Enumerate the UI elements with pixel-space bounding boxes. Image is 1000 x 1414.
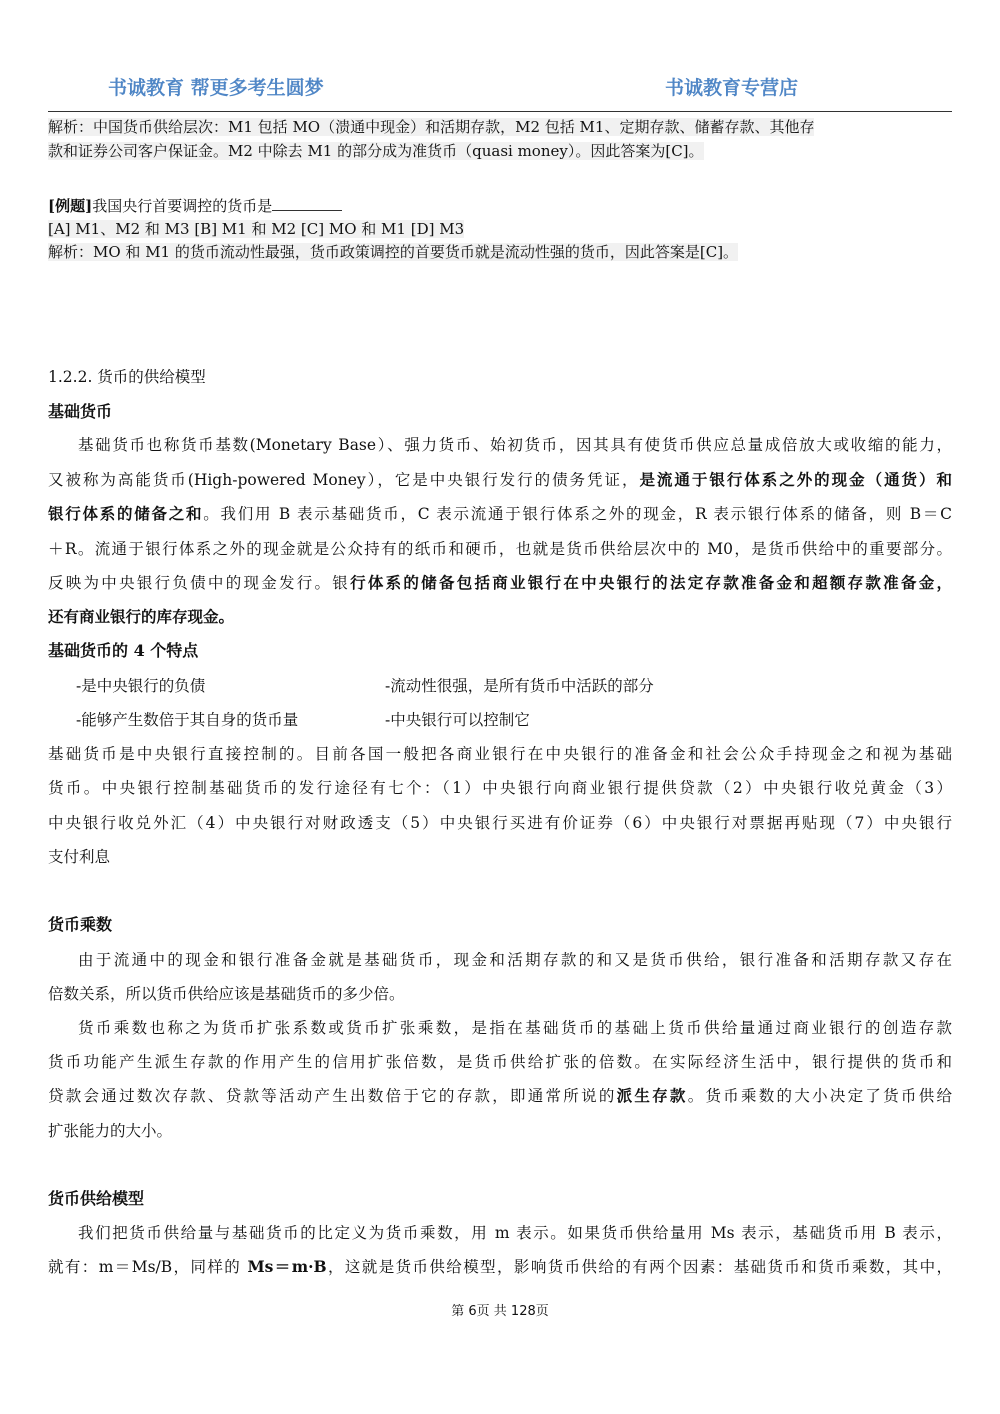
- analysis-line-2: 款和证券公司客户保证金。M2 中除去 M1 的部分成为准货币（quasi money）。因此答案为[C]。: [48, 142, 704, 160]
- analysis-line-1: 解析：中国货币供给层次：M1 包括 MO（溃通中现金）和活期存款，M2 包括 M1、定期存款、储蓄存款、其他存: [48, 118, 815, 136]
- multiplier-p2-line-1: 货币乘数也称之为货币扩张系数或货币扩张乘数，是指在基础货币的基础上货币供给量通过商业银行的创造存款: [78, 1019, 952, 1037]
- base-money-heading: 基础货币: [48, 402, 113, 421]
- feature-2: -流动性很强，是所有货币中活跃的部分: [385, 677, 654, 695]
- features-para-line-3: 中央银行收兑外汇（4）中央银行对财政透支（5）中央银行买进有价证券（6）中央银行对票据再贴现（7）中央银行: [48, 814, 952, 832]
- example-question: [48, 196, 342, 216]
- multiplier-p1-line-2: 倍数关系，所以货币供给应该是基础货币的多少倍。: [48, 985, 405, 1003]
- header-store-name: 书诚教育专营店: [665, 77, 799, 99]
- features-para-line-1: 基础货币是中央银行直接控制的。目前各国一般把各商业银行在中央银行的准备金和社会公众手持现金之和视为基础: [48, 745, 952, 763]
- base-money-line-6: 还有商业银行的库存现金。: [48, 607, 235, 626]
- example-analysis: 解析：MO 和 M1 的货币流动性最强，货币政策调控的首要货币就是流动性强的货币，因此答案是[C]。: [48, 243, 739, 261]
- multiplier-p2-line-3: 贷款会通过数次存款、贷款等活动产生出数倍于它的存款，即通常所说的派生存款。货币乘数的大小决定了货币供给: [48, 1086, 952, 1105]
- multiplier-heading: 货币乘数: [48, 915, 113, 934]
- multiplier-p2-line-4: 扩张能力的大小。: [48, 1122, 173, 1140]
- supply-model-line-1: 我们把货币供给量与基础货币的比定义为货币乘数，用 m 表示。如果货币供给量用 Ms 表示，基础货币用 B 表示，: [78, 1224, 952, 1242]
- base-money-line-4: ＋R。流通于银行体系之外的现金就是公众持有的纸币和硬币，也就是货币供给层次中的 M0，是货币供给中的重要部分。: [48, 540, 952, 558]
- header-brand-slogan: 书诚教育 帮更多考生圆梦: [108, 77, 324, 99]
- example-options: [A] M1、M2 和 M3 [B] M1 和 M2 [C] MO 和 M1 [D] M3: [48, 220, 465, 238]
- example-question-text: 我国央行首要调控的货币是: [92, 197, 273, 215]
- section-title: 1.2.2. 货币的供给模型: [48, 368, 206, 386]
- feature-1: -是中央银行的负债: [76, 677, 206, 695]
- features-para-line-4: 支付利息: [48, 848, 111, 866]
- features-para-line-2: 货币。中央银行控制基础货币的发行途径有七个：（1）中央银行向商业银行提供贷款（2）中央银行收兑黄金（3）: [48, 779, 952, 797]
- base-money-line-2: 又被称为高能货币(High-powered Money），它是中央银行发行的债务凭证，是流通于银行体系之外的现金（通货）和: [48, 470, 952, 489]
- base-money-line-3: 银行体系的储备之和。我们用 B 表示基础货币，C 表示流通于银行体系之外的现金，R 表示银行体系的储备，则 B＝C: [48, 504, 952, 523]
- supply-model-heading: 货币供给模型: [48, 1189, 145, 1208]
- header-divider: [48, 111, 952, 112]
- feature-4: -中央银行可以控制它: [385, 711, 530, 729]
- features-heading: 基础货币的 4 个特点: [48, 641, 199, 660]
- answer-blank: [272, 196, 342, 211]
- page-footer: 第 6页 共 128页: [451, 1304, 549, 1319]
- multiplier-p1-line-1: 由于流通中的现金和银行准备金就是基础货币，现金和活期存款的和又是货币供给，银行准备和活期存款又存在: [78, 951, 952, 969]
- base-money-line-1: 基础货币也称货币基数(Monetary Base）、强力货币、始初货币，因其具有使货币供应总量成倍放大或收缩的能力，: [78, 436, 952, 454]
- example-tag: [例题]: [48, 197, 93, 215]
- feature-3: -能够产生数倍于其自身的货币量: [76, 711, 299, 729]
- base-money-line-5: 反映为中央银行负债中的现金发行。银行体系的储备包括商业银行在中央银行的法定存款准备金和超额存款准备金，: [48, 573, 952, 592]
- multiplier-p2-line-2: 货币功能产生派生存款的作用产生的信用扩张倍数，是货币供给扩张的倍数。在实际经济生活中，银行提供的货币和: [48, 1053, 952, 1071]
- supply-model-line-2: 就有：m＝Ms/B，同样的 Ms＝m·B，这就是货币供给模型，影响货币供给的有两个因素：基础货币和货币乘数，其中，: [48, 1257, 952, 1276]
